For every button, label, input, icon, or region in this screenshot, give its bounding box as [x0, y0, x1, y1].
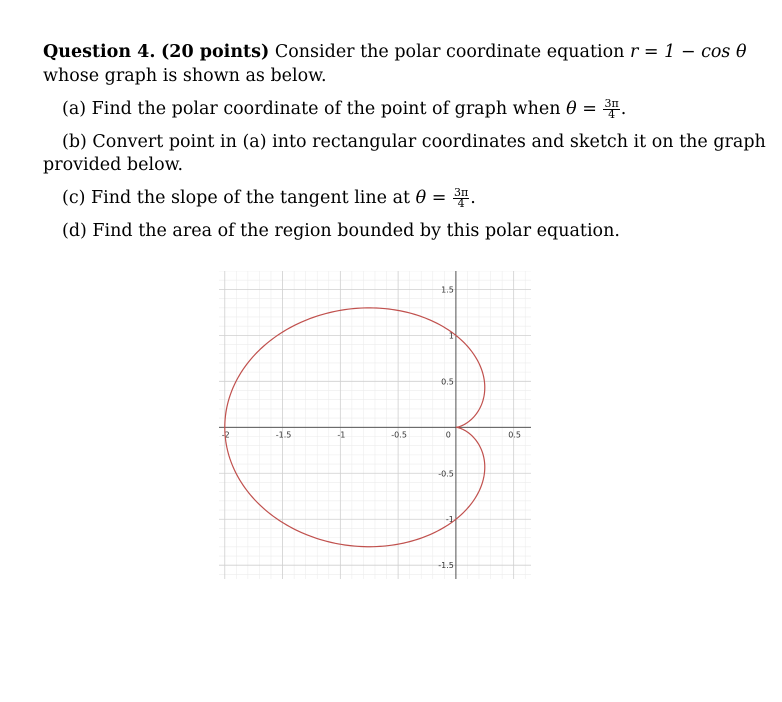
- question-header: Question 4.: [43, 42, 156, 62]
- part-a-text: (a) Find the polar coordinate of the point of graph when: [62, 99, 561, 119]
- y-tick-label: 1.5: [441, 285, 454, 295]
- part-c-theta: θ =: [415, 188, 447, 208]
- part-d: [62, 219, 620, 243]
- x-tick-label: -2: [221, 430, 230, 440]
- y-tick-label: 0.5: [441, 377, 454, 387]
- y-tick-label: -1.5: [438, 561, 454, 571]
- part-b-line1: [62, 130, 766, 154]
- part-b-text: (b) Convert point in (a) into rectangular coordinates and sketch it on the graph: [62, 132, 766, 152]
- x-tick-label: 0.5: [508, 430, 522, 440]
- part-b-text-cont: provided below.: [43, 155, 184, 175]
- x-tick-label: -0.5: [391, 430, 407, 440]
- y-tick-label: 1: [448, 331, 454, 341]
- question-points: (20 points): [161, 42, 270, 62]
- part-c: (c) Find the slope of the tangent line at θ = $\frac{3\pi}{4}$ .: [62, 186, 476, 210]
- part-c-fraction: $\frac{3\pi}{4}$: [453, 186, 469, 210]
- y-tick-label: -0.5: [438, 469, 454, 479]
- part-a-fraction: $\frac{3\pi}{4}$: [604, 97, 619, 121]
- minor-grid: [219, 271, 531, 579]
- cardioid-graph: [219, 271, 531, 579]
- x-tick-label: -1: [337, 430, 346, 440]
- x-tick-label: -1.5: [275, 430, 292, 440]
- x-tick-label: 0: [445, 430, 451, 440]
- y-tick-label: -1: [445, 515, 454, 525]
- question-line-1: [43, 40, 747, 64]
- plot-svg: [219, 271, 531, 579]
- question-intro: Consider the polar coordinate equation: [274, 42, 625, 62]
- part-a-theta: θ =: [566, 99, 597, 119]
- part-c-text: (c) Find the slope of the tangent line at: [62, 188, 411, 208]
- polar-equation: r = 1 − cos θ: [630, 42, 747, 62]
- part-b-line2: [43, 153, 183, 177]
- tick-labels: [222, 285, 521, 570]
- part-a: (a) Find the polar coordinate of the point of graph when θ = $\frac{3\pi}{4}$ .: [62, 97, 627, 121]
- question-intro-cont: whose graph is shown as below.: [43, 66, 327, 86]
- question-line-2: [43, 64, 327, 88]
- part-d-text: (d) Find the area of the region bounded by this polar equation.: [62, 221, 620, 241]
